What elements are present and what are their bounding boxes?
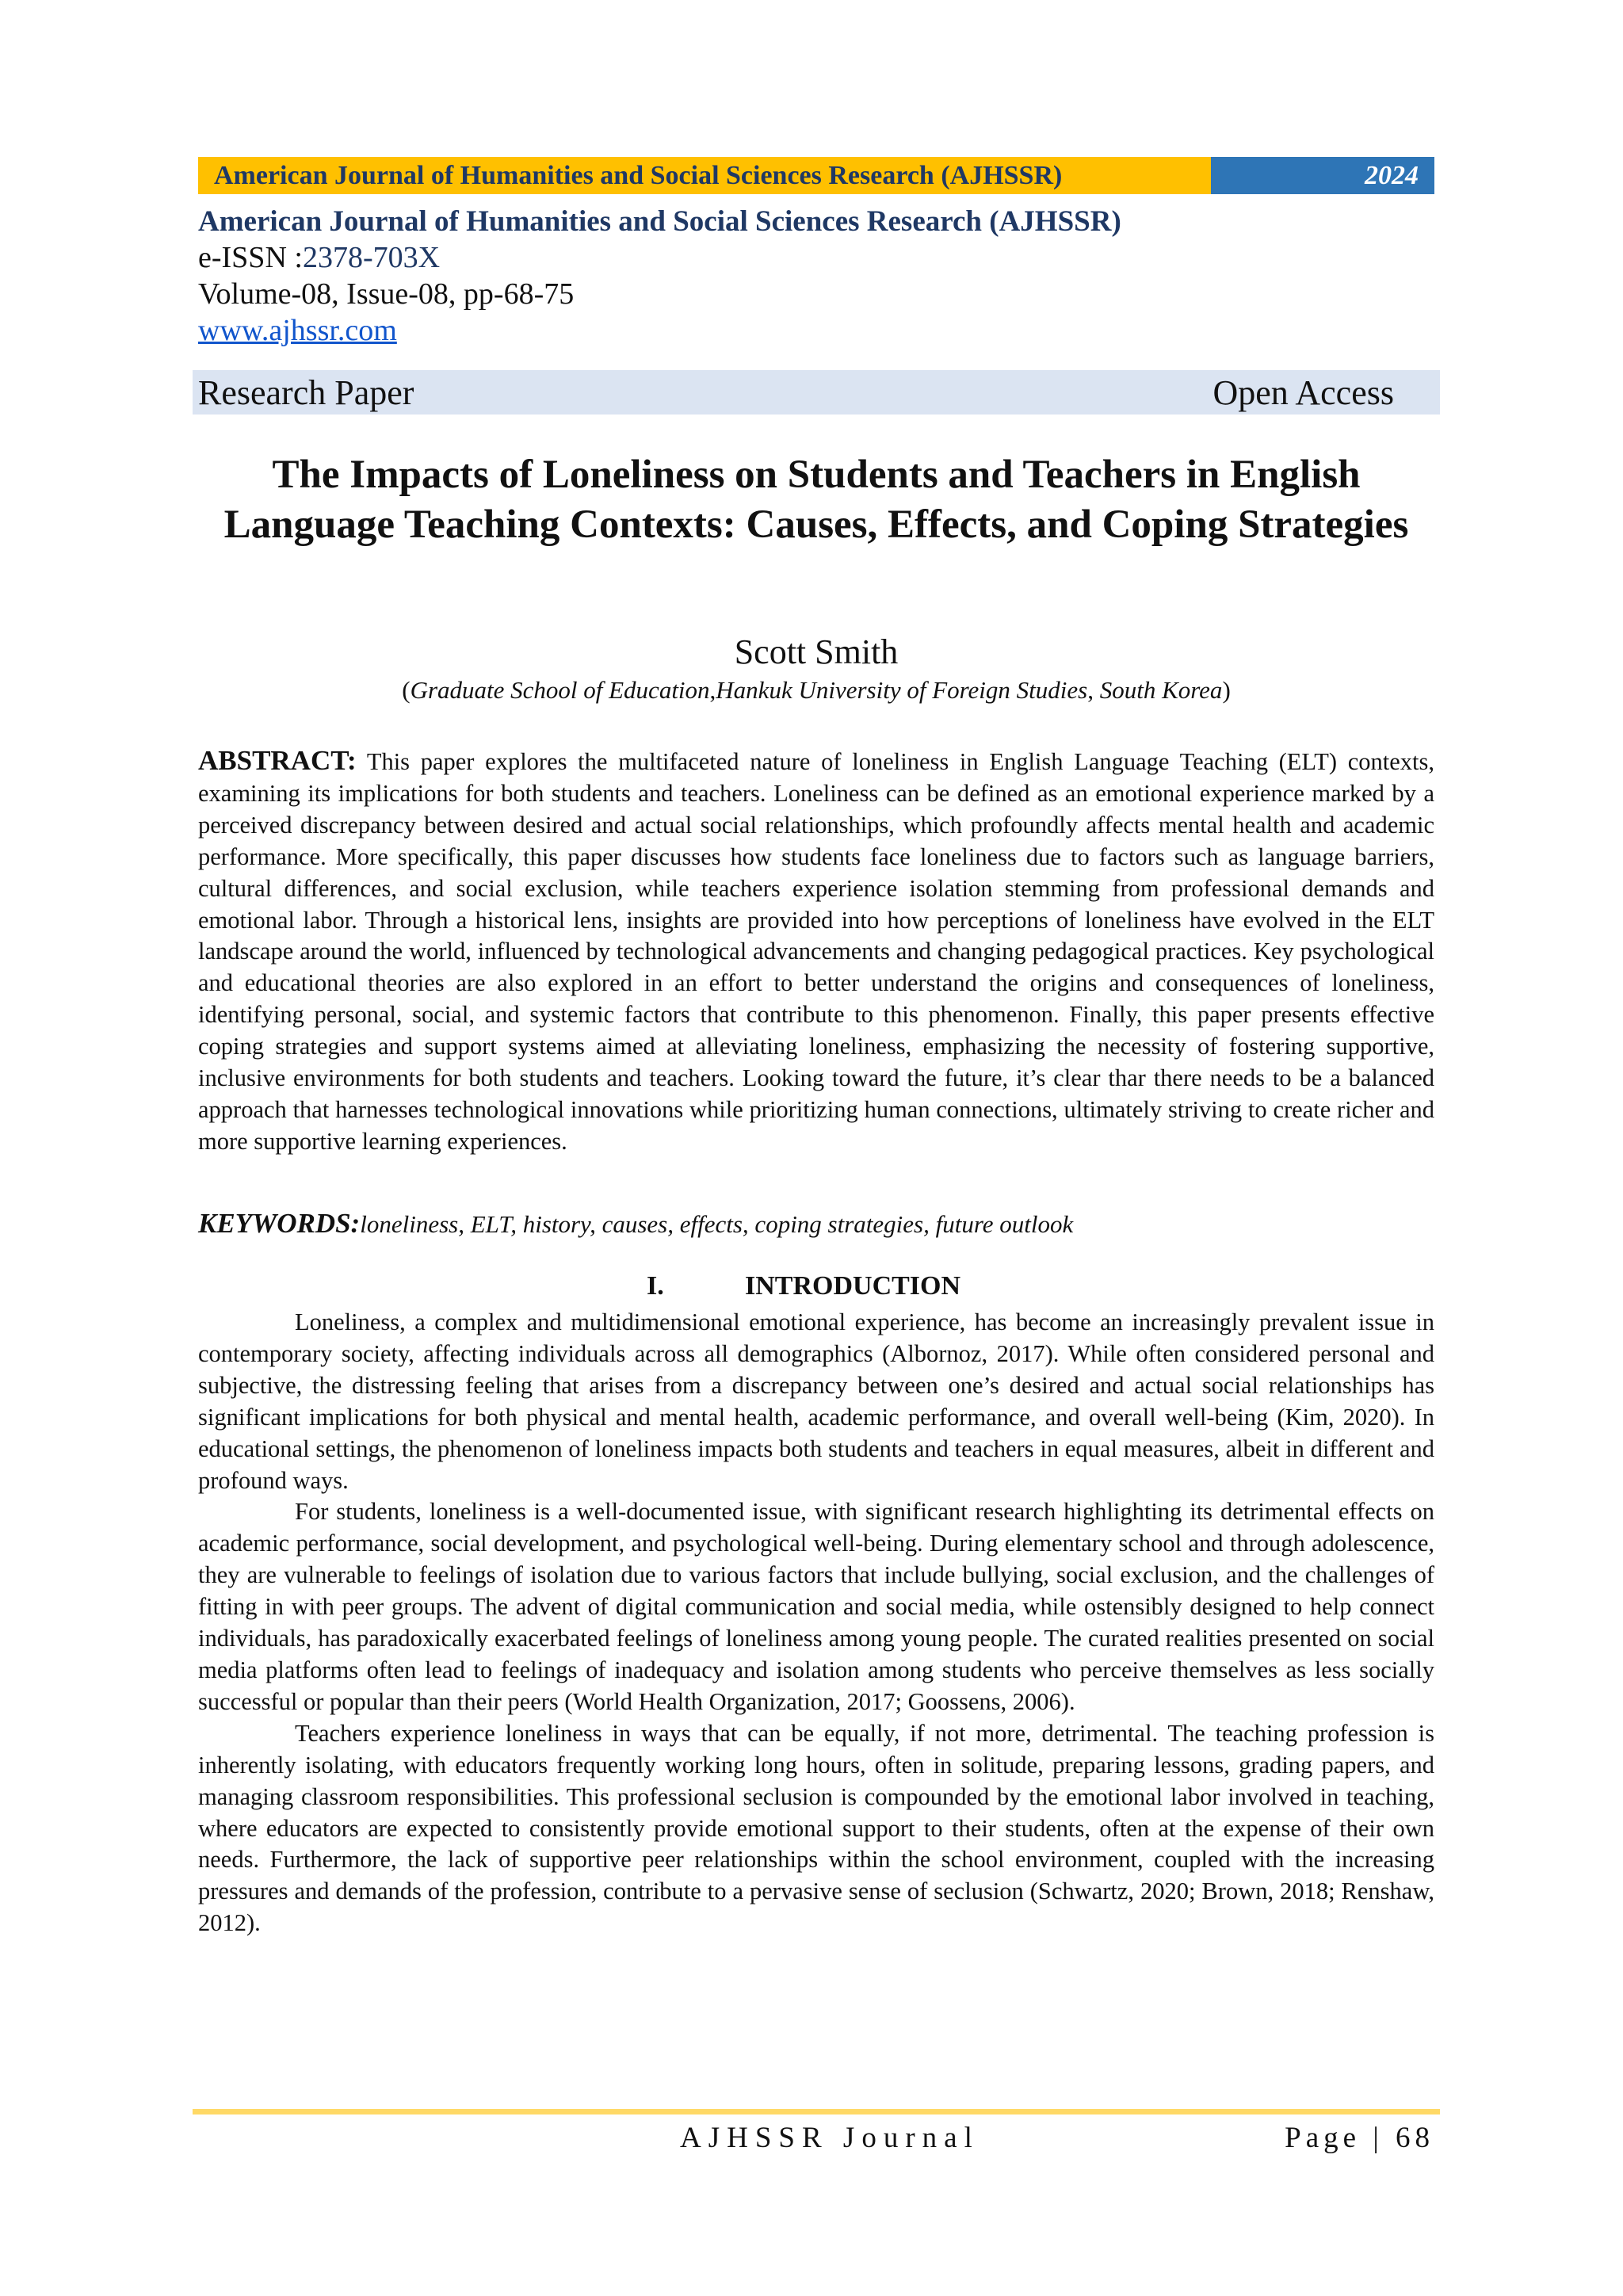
affil-university: Hankuk University of Foreign Studies	[716, 676, 1088, 704]
introduction-body	[198, 1307, 1434, 1939]
affil-school: Graduate School of Education	[410, 676, 710, 704]
affil-close: )	[1222, 676, 1231, 704]
header-band-journal: American Journal of Humanities and Social Sciences Research (AJHSSR)	[198, 157, 1211, 194]
paper-type: Research Paper	[198, 372, 414, 412]
eissn-value: 2378-703X	[302, 241, 441, 274]
keywords-text: loneliness, ELT, history, causes, effects, coping strategies, future outlook	[360, 1210, 1074, 1238]
abstract-text: This paper explores the multifaceted nature of loneliness in English Language Teaching (ELT) contexts, examining its implications for both students and teachers. Loneliness can be defined as an emotional experience marked by a perceived discrepancy between desired and actual social relationships, which profoundly affects mental health and academic performance. More specifically, this paper discusses how students face loneliness due to factors such as language barriers, cultural differences, and social exclusion, while teachers experience isolation stemming from professional demands and emotional labor. Through a historical lens, insights are provided into how perceptions of loneliness have evolved in the ELT landscape around the world, influenced by technological advancements and changing pedagogical practices. Key psychological and educational theories are also explored in an effort to better understand the origins and consequences of loneliness, identifying personal, social, and systemic factors that contribute to this phenomenon. Finally, this paper presents effective coping strategies and support systems aimed at alleviating loneliness, emphasizing the necessity of fostering supportive, inclusive environments for both students and teachers. Looking toward the future, it’s clear thar there needs to be a balanced approach that harnesses technological innovations while prioritizing human connections, ultimately striving to create richer and more supportive learning experiences.	[198, 748, 1434, 1155]
header-band-year: 2024	[1211, 157, 1434, 194]
article-title: The Impacts of Loneliness on Students and Teachers in English Language Teaching Contexts: Causes, Effects, and Coping Strategies	[223, 453, 1409, 547]
eissn-label: e-ISSN :	[198, 241, 303, 274]
paragraph: Loneliness, a complex and multidimensional emotional experience, has become an increasingly prevalent issue in contemporary society, affecting individuals across all demographics (Albornoz, 2017). While often considered personal and subjective, the distressing feeling that arises from a discrepancy between one’s desired and actual social relationships has significant implications for both physical and mental health, academic performance, and overall well-being (Kim, 2020). In educational settings, the phenomenon of loneliness impacts both students and teachers in equal measures, albeit in different and profound ways.	[198, 1308, 1434, 1494]
footer-page-number: Page | 68	[1285, 2122, 1434, 2154]
section-number: I.	[647, 1271, 664, 1301]
section-title: INTRODUCTION	[745, 1271, 961, 1301]
footer-divider	[193, 2109, 1440, 2115]
paragraph: Teachers experience loneliness in ways that can be equally, if not more, detrimental. The teaching profession is inherently isolating, with educators frequently working long hours, often in solitude, preparing lessons, grading papers, and managing classroom responsibilities. This professional seclusion is compounded by the emotional labor involved in teaching, where educators are expected to consistently provide emotional support to their students, often at the expense of their own needs. Furthermore, the lack of supportive peer relationships within the school environment, coupled with the increasing pressures and demands of the profession, contribute to a pervasive sense of seclusion (Schwartz, 2020; Brown, 2018; Renshaw, 2012).	[198, 1719, 1434, 1937]
affil-sep1: ,	[709, 676, 716, 704]
volume-line: Volume-08, Issue-08, pp-68-75	[198, 277, 575, 311]
header-band	[198, 157, 1434, 194]
journal-name: American Journal of Humanities and Social Sciences Research (AJHSSR)	[198, 205, 1121, 238]
paragraph: For students, loneliness is a well-documented issue, with significant research highlighting its detrimental effects on academic performance, social development, and psychological well-being. During elementary school and through adolescence, they are vulnerable to feelings of isolation due to various factors that include bullying, social exclusion, and the challenges of fitting in with peer groups. The advent of digital communication and social media, while ostensibly designed to help connect individuals, has paradoxically exacerbated feelings of loneliness among young people. The curated realities presented on social media platforms often lead to feelings of inadequacy and isolation among students who perceive themselves as less socially successful or popular than their peers (World Health Organization, 2017; Goossens, 2006).	[198, 1498, 1434, 1715]
author-name: Scott Smith	[734, 632, 899, 671]
footer-journal: AJHSSR Journal	[680, 2122, 980, 2154]
keywords-label: KEYWORDS:	[198, 1208, 361, 1239]
keywords	[198, 1208, 1434, 1240]
abstract-label: ABSTRACT:	[198, 745, 357, 776]
paper-type-band	[193, 370, 1440, 415]
affil-country: South Korea	[1099, 676, 1223, 704]
website-line	[198, 312, 397, 349]
website-link[interactable]: www.ajhssr.com	[198, 314, 397, 347]
abstract	[198, 745, 1434, 1158]
affil-sep2: ,	[1087, 676, 1100, 704]
affil-open: (	[402, 676, 411, 704]
eissn-line	[198, 239, 440, 276]
author-affiliation	[198, 675, 1434, 705]
access-label: Open Access	[1212, 372, 1394, 412]
